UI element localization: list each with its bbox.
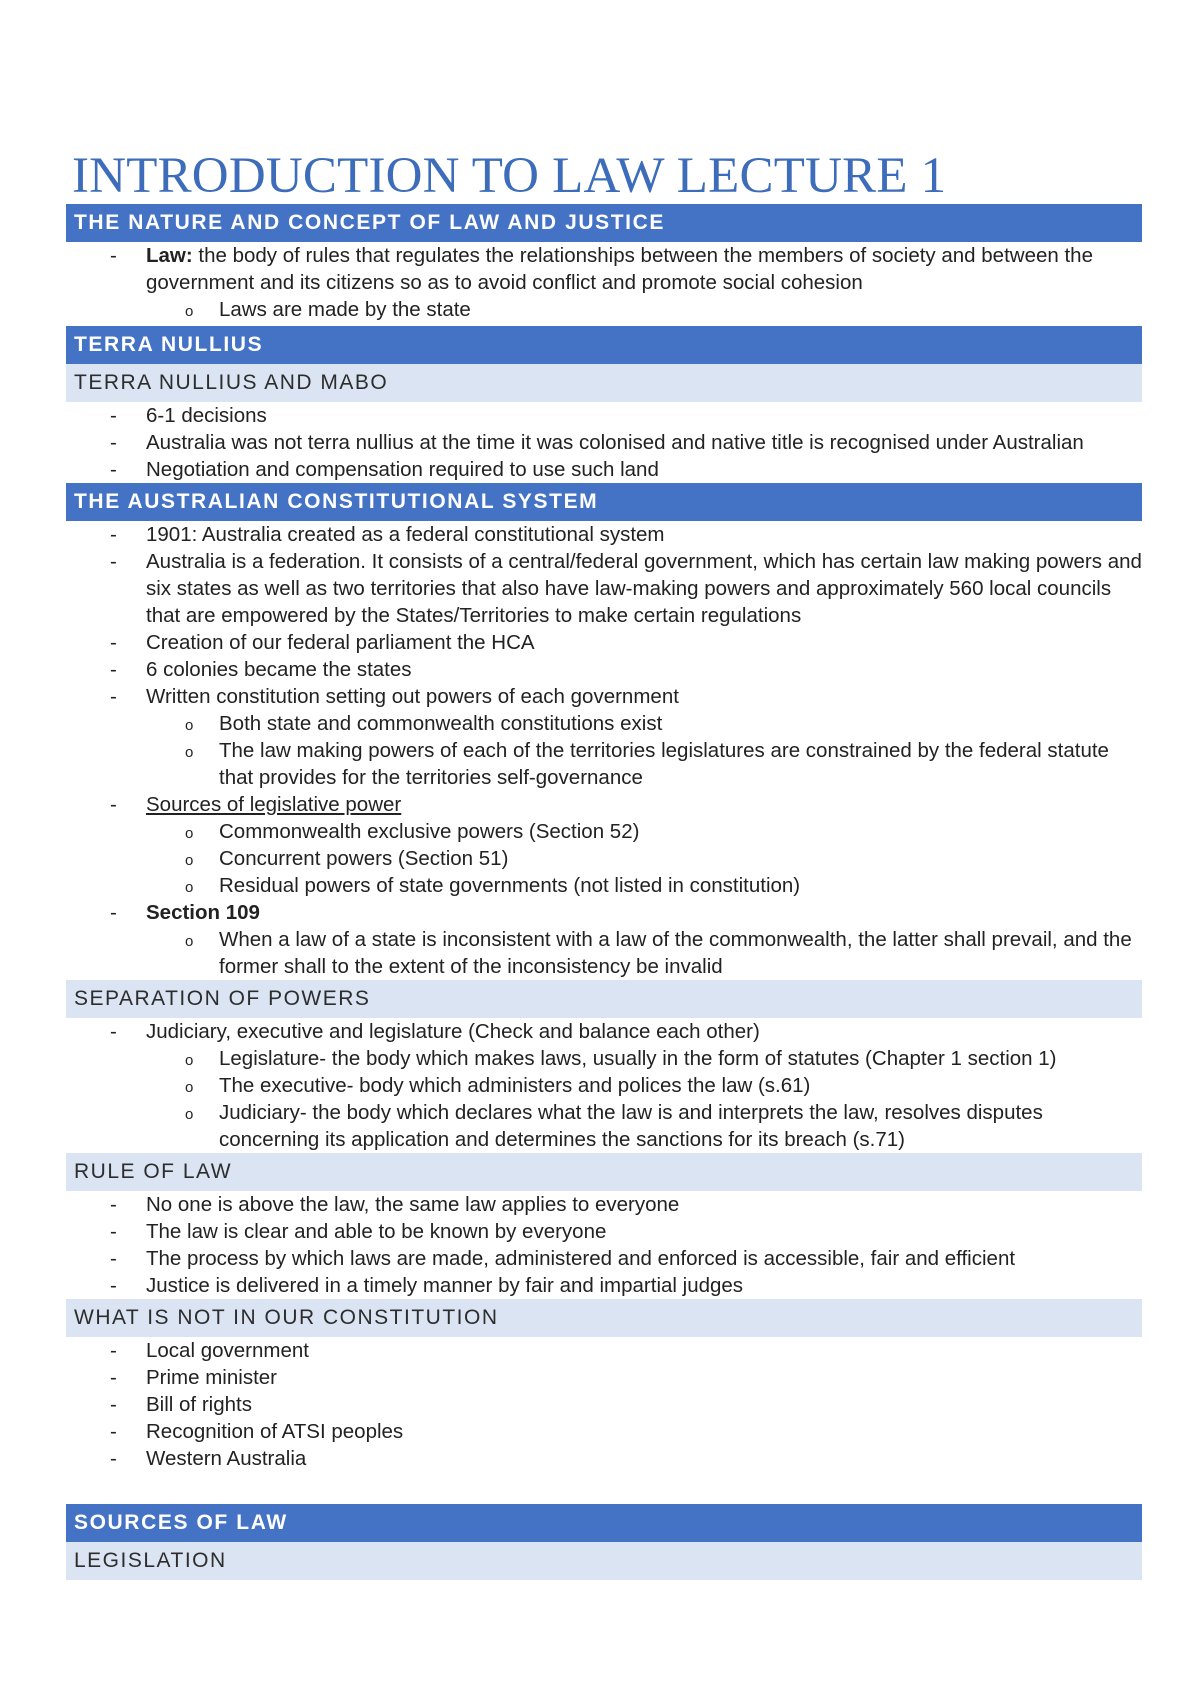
constitutional-list: [66, 521, 1142, 980]
page-title: INTRODUCTION TO LAW LECTURE 1: [72, 148, 947, 204]
section-109-sublist: [146, 926, 1142, 980]
subheading-not-in-constitution: WHAT IS NOT IN OUR CONSTITUTION: [66, 1299, 1142, 1337]
spacer: [66, 1472, 1142, 1504]
sub-list-item: o The executive- body which administers and polices the law (s.61): [66, 1072, 1142, 1099]
nature-list: [66, 242, 1142, 323]
heading-nature-of-law: THE NATURE AND CONCEPT OF LAW AND JUSTICE: [66, 204, 1142, 242]
subheading-terra-nullius-mabo: TERRA NULLIUS AND MABO: [66, 364, 1142, 402]
sub-list-item: o Residual powers of state governments (not listed in constitution): [66, 872, 1142, 899]
sub-list-item: o Judiciary- the body which declares what the law is and interprets the law, resolves disputes concerning its application and determines the sanctions for its breach (s.71): [66, 1099, 1142, 1153]
separation-list: [66, 1018, 1142, 1153]
nature-sublist: [146, 296, 1142, 323]
list-item: - 1901: Australia created as a federal constitutional system: [66, 521, 1142, 548]
sub-list-item: o Concurrent powers (Section 51): [66, 845, 1142, 872]
separation-sublist: [146, 1045, 1142, 1153]
heading-terra-nullius: TERRA NULLIUS: [66, 326, 1142, 364]
separation-text: Judiciary, executive and legislature (Check and balance each other): [146, 1020, 760, 1043]
subheading-legislation: LEGISLATION: [66, 1542, 1142, 1580]
list-item: [66, 683, 1142, 791]
list-item: - The process by which laws are made, administered and enforced is accessible, fair and efficient: [66, 1245, 1142, 1272]
sub-list-item: o The law making powers of each of the territories legislatures are constrained by the federal statute that provides for the territories self-governance: [66, 737, 1142, 791]
sub-list-item: o Both state and commonwealth constitutions exist: [66, 710, 1142, 737]
section-109-label: Section 109: [146, 901, 260, 924]
list-item: [66, 791, 1142, 899]
sub-list-item: o When a law of a state is inconsistent with a law of the commonwealth, the latter shall prevail, and the former shall to the extent of the inconsistency be invalid: [66, 926, 1142, 980]
list-item: - 6-1 decisions: [66, 402, 1142, 429]
heading-sources-of-law: SOURCES OF LAW: [66, 1504, 1142, 1542]
written-constitution-text: Written constitution setting out powers of each government: [146, 685, 679, 708]
list-item: - Local government: [66, 1337, 1142, 1364]
list-item: - No one is above the law, the same law applies to everyone: [66, 1191, 1142, 1218]
sub-list-item: o Legislature- the body which makes laws, usually in the form of statutes (Chapter 1 section 1): [66, 1045, 1142, 1072]
list-item: - Prime minister: [66, 1364, 1142, 1391]
list-item: - Creation of our federal parliament the HCA: [66, 629, 1142, 656]
document-content: [66, 146, 1142, 1580]
list-item: - Justice is delivered in a timely manner by fair and impartial judges: [66, 1272, 1142, 1299]
sub-list-item: o Commonwealth exclusive powers (Section 52): [66, 818, 1142, 845]
sub-list-item: o Laws are made by the state: [66, 296, 1142, 323]
sources-of-legislative-power: Sources of legislative power: [146, 793, 402, 816]
list-item: - The law is clear and able to be known by everyone: [66, 1218, 1142, 1245]
list-item: - Western Australia: [66, 1445, 1142, 1472]
list-item: [66, 242, 1142, 323]
terra-list: [66, 402, 1142, 483]
written-constitution-sublist: [146, 710, 1142, 791]
list-item: - Negotiation and compensation required to use such land: [66, 456, 1142, 483]
list-item: - Bill of rights: [66, 1391, 1142, 1418]
list-item: [66, 899, 1142, 980]
sources-sublist: [146, 818, 1142, 899]
subheading-separation-of-powers: SEPARATION OF POWERS: [66, 980, 1142, 1018]
list-item: - 6 colonies became the states: [66, 656, 1142, 683]
list-item: - Australia is a federation. It consists of a central/federal government, which has certain law making powers and six states as well as two territories that also have law-making powers and approximately 560 local councils that are empowered by the States/Territories to make certain regulations: [66, 548, 1142, 629]
list-item: [66, 1018, 1142, 1153]
list-item: - Australia was not terra nullius at the time it was colonised and native title is recognised under Australian: [66, 429, 1142, 456]
not-in-constitution-list: [66, 1337, 1142, 1472]
rule-of-law-list: [66, 1191, 1142, 1299]
heading-constitutional-system: THE AUSTRALIAN CONSTITUTIONAL SYSTEM: [66, 483, 1142, 521]
law-definition: the body of rules that regulates the relationships between the members of society and between the government and its citizens so as to avoid conflict and promote social cohesion: [146, 244, 1093, 294]
law-label: Law:: [146, 244, 193, 267]
subheading-rule-of-law: RULE OF LAW: [66, 1153, 1142, 1191]
list-item: - Recognition of ATSI peoples: [66, 1418, 1142, 1445]
